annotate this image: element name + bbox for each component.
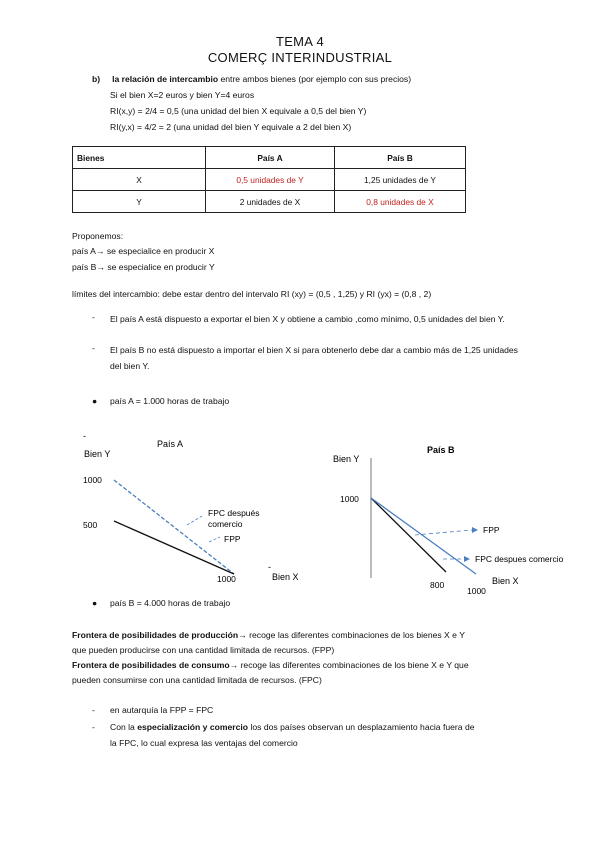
- intro-rest: entre ambos bienes (por ejemplo con sus precios): [218, 74, 412, 84]
- graph-a-dash: -: [83, 431, 86, 441]
- graph-a-fpc-label-1: FPC después: [208, 508, 260, 518]
- table-cell: Y: [73, 191, 206, 213]
- page-title: TEMA 4: [275, 34, 325, 49]
- section-b-line: RI(x,y) = 2/4 = 0,5 (una unidad del bien X equivale a 0,5 del bien Y): [110, 106, 367, 116]
- definition-fpc: [72, 660, 469, 670]
- graph-b-y-tick: 1000: [340, 494, 359, 504]
- exchange-table: [72, 146, 466, 213]
- definition-fpp-cont: que pueden producirse con una cantidad limitada de recursos. (FPP): [72, 645, 335, 655]
- proposal-line-a: país A→ se especialice en producir X: [72, 246, 215, 256]
- graph-b-fpp-arrow: [472, 527, 478, 533]
- graph-a-fpc-pointer: [187, 516, 202, 525]
- limits-bullet: El país B no está dispuesto a importar el bien X si para obtenerlo debe dar a cambio más de 1,25 unidades del bien Y.: [110, 345, 518, 371]
- dash-bullet: -: [92, 343, 95, 353]
- graph-a-y-axis-label: Bien Y: [84, 449, 111, 459]
- graph-b-y-axis-label: Bien Y: [333, 454, 360, 464]
- table-row: [73, 191, 466, 213]
- graph-pais-a: [60, 430, 310, 590]
- table-row: [73, 169, 466, 191]
- graph-b-fpc-label: FPC despues comercio: [475, 554, 564, 564]
- section-b-line: Si el bien X=2 euros y bien Y=4 euros: [110, 90, 255, 100]
- graph-b-x-tick-800: 800: [430, 580, 445, 590]
- bullet-dot: ●: [92, 396, 98, 406]
- graph-b-x-axis-label: Bien X: [492, 576, 519, 586]
- definition-fpc-cont: pueden consumirse con una cantidad limitada de recursos. (FPC): [72, 675, 322, 685]
- bullet-dot: ●: [92, 598, 98, 608]
- graph-pais-b: [325, 438, 590, 608]
- section-b-line: RI(y,x) = 4/2 = 2 (una unidad del bien Y equivale a 2 del bien X): [110, 122, 352, 132]
- conclusion-line: [110, 722, 475, 732]
- graph-a-x-dash: -: [268, 562, 271, 572]
- definition-fpp-term: Frontera de posibilidades de producción: [72, 630, 239, 640]
- graph-a-fpc-label-2: comercio: [208, 519, 243, 529]
- graph-b-fpp-label: FPP: [483, 525, 500, 535]
- graph-a-title: País A: [157, 439, 184, 449]
- hours-a: país A = 1.000 horas de trabajo: [110, 396, 230, 406]
- table-cell-highlight: 0,8 unidades de X: [335, 191, 466, 213]
- hours-b: país B = 4.000 horas de trabajo: [110, 598, 231, 608]
- graph-b-x-tick-1000: 1000: [467, 586, 486, 596]
- conclusion-post: los dos países observan un desplazamiento hacia fuera de: [248, 722, 475, 732]
- graph-b-fpc-arrow: [464, 556, 470, 562]
- graph-a-x-tick: 1000: [217, 574, 236, 584]
- table-header-cell: País B: [335, 147, 466, 169]
- table-header-cell: Bienes: [73, 147, 206, 169]
- definition-fpp-text: → recoge las diferentes combinaciones de los bienes X e Y: [238, 630, 465, 640]
- definition-fpp: [72, 630, 465, 640]
- dash-bullet: -: [92, 722, 95, 732]
- graph-b-title: País B: [427, 445, 455, 455]
- dash-bullet: -: [92, 312, 95, 322]
- graph-a-fpp-pointer: [209, 537, 220, 542]
- graph-b-fpp-line: [371, 498, 446, 572]
- graph-a-y-tick-500: 500: [83, 520, 98, 530]
- table-cell: 1,25 unidades de Y: [335, 169, 466, 191]
- graph-a-y-tick-1000: 1000: [83, 475, 102, 485]
- definition-fpc-term: Frontera de posibilidades de consumo: [72, 660, 230, 670]
- limits-text: límites del intercambio: debe estar dentro del intervalo RI (xy) = (0,5 , 1,25) y RI (yx) = (0,8 , 2): [72, 289, 432, 299]
- graph-b-fpc-line: [371, 498, 476, 574]
- conclusion-bold: especialización y comercio: [137, 722, 249, 732]
- definition-fpc-text: → recoge las diferentes combinaciones de los biene X e Y que: [229, 660, 469, 670]
- graph-a-fpp-label: FPP: [224, 534, 241, 544]
- intro-bold: la relación de intercambio: [112, 74, 219, 84]
- limits-bullet: El país A está dispuesto a exportar el bien X y obtiene a cambio ,como mínimo, 0,5 unidades del bien Y.: [110, 314, 505, 324]
- table-header-row: [73, 147, 466, 169]
- page-subtitle: COMERÇ INTERINDUSTRIAL: [207, 50, 393, 65]
- conclusion-line: en autarquía la FPP = FPC: [110, 705, 214, 715]
- table-cell: 2 unidades de X: [206, 191, 335, 213]
- graph-b-fpp-pointer: [415, 530, 472, 535]
- conclusion-line-cont: la FPC, lo cual expresa las ventajas del comercio: [110, 738, 298, 748]
- section-b-intro: [92, 74, 411, 84]
- proposal-line-b: país B→ se especialice en producir Y: [72, 262, 215, 272]
- conclusion-pre: Con la: [110, 722, 138, 732]
- section-marker: b): [92, 74, 101, 84]
- graph-a-x-axis-label: Bien X: [272, 572, 299, 582]
- table-header-cell: País A: [206, 147, 335, 169]
- table-cell: X: [73, 169, 206, 191]
- table-cell-highlight: 0,5 unidades de Y: [206, 169, 335, 191]
- dash-bullet: -: [92, 705, 95, 715]
- proposal-heading: Proponemos:: [72, 231, 124, 241]
